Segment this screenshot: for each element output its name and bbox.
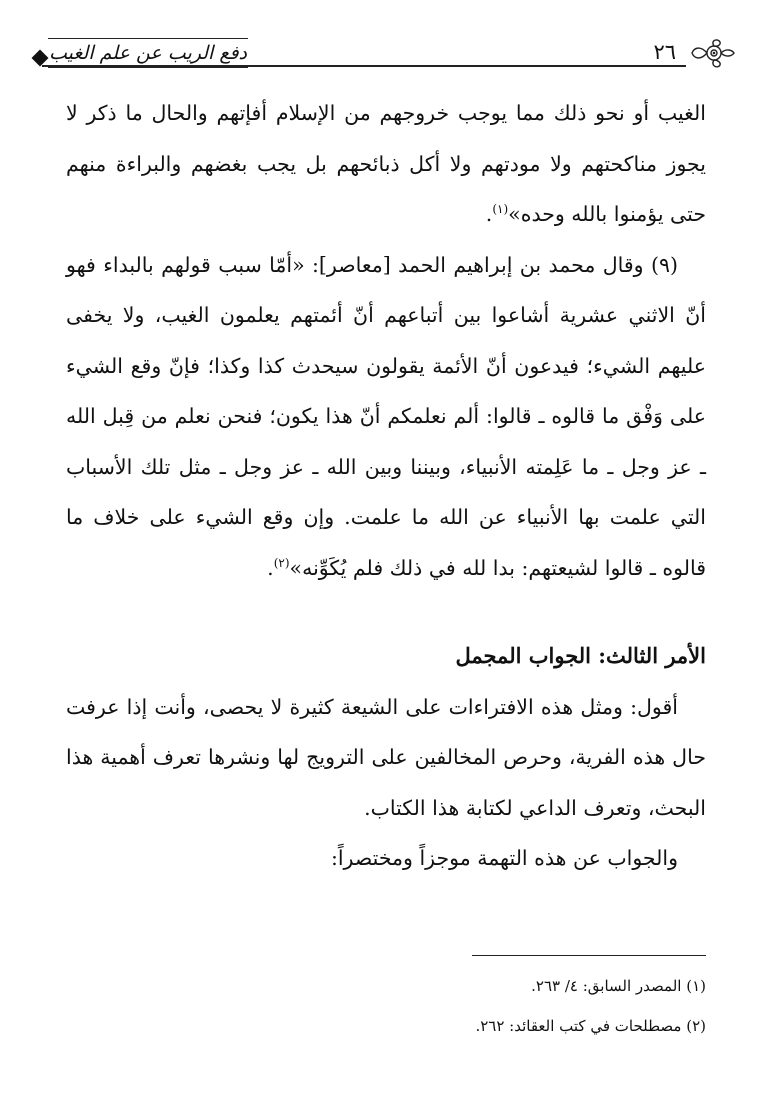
paragraph-text: (٩) وقال محمد بن إبراهيم الحمد [معاصر]: «أمّا سبب قولهم بالبداء فهو أنّ الاثني عشرية أشاعوا بين أتباعهم أنّ أئمتهم يعلمون الغيب، ولا يخفى عليهم الشيء؛ فيدعون أنّ الأئمة يقولون سيحدث كذا وكذا؛ فإنّ وقع الشيء على وَفْق ما قالوه ـ قالوا: ألم نعلمكم أنّ هذا يكون؛ فنحن نعلم من قِبل الله ـ عز وجل ـ ما عَلِمته الأنبياء، وبيننا وبين الله ـ عز وجل ـ مثل تلك الأسباب التي علمت بها الأنبياء عن الله ما علمت. وإن وقع الشيء على خلاف ما قالوه ـ قالوا لشيعتهم: بدا لله في ذلك فلم يُكَوِّنه»: [66, 252, 706, 580]
paragraph-end: .: [267, 555, 274, 580]
paragraph-continuation: [66, 88, 706, 240]
paragraph-statement: أقول: ومثل هذه الافتراءات على الشيعة كثيرة لا يحصى، وأنت إذا عرفت حال هذه الفرية، وحرص المخالفين على الترويج لها ونشرها تعرف أهمية هذا البحث، وتعرف الداعي لكتابة هذا الكتاب.: [66, 694, 706, 820]
paragraph-quote-alhamad: [66, 240, 706, 594]
paragraph-text: الغيب أو نحو ذلك مما يوجب خروجهم من الإسلام أفإتهم والحال ما ذكر لا يجوز مناكحتهم ولا مودتهم ولا أكل ذبائحهم بل يجب بغضهم والبراءة منهم حتى يؤمنوا بالله وحده»: [66, 101, 706, 226]
footnote-2: (٢) مصطلحات في كتب العقائد: ٢٦٢.: [475, 1017, 706, 1035]
section-heading: الأمر الثالث: الجواب المجمل: [455, 643, 706, 668]
footnote-separator: [472, 955, 706, 956]
footnote-ref-1: (١): [492, 202, 509, 217]
page-header: [34, 36, 736, 76]
paragraph-end: .: [485, 202, 493, 226]
diamond-ornament-icon: [32, 50, 49, 67]
footnote-1: (١) المصدر السابق: ٤/ ٢٦٣.: [531, 977, 706, 995]
running-book-title: دفع الريب عن علم الغيب: [48, 38, 248, 68]
page-number: ٢٦: [653, 40, 676, 64]
floral-ornament-icon: [690, 36, 736, 72]
footnote-ref-2: (٢): [273, 555, 290, 570]
footnotes: [66, 966, 706, 1046]
main-text: [66, 88, 706, 884]
paragraph-answer-intro: والجواب عن هذه التهمة موجزاً ومختصراً:: [330, 846, 678, 870]
